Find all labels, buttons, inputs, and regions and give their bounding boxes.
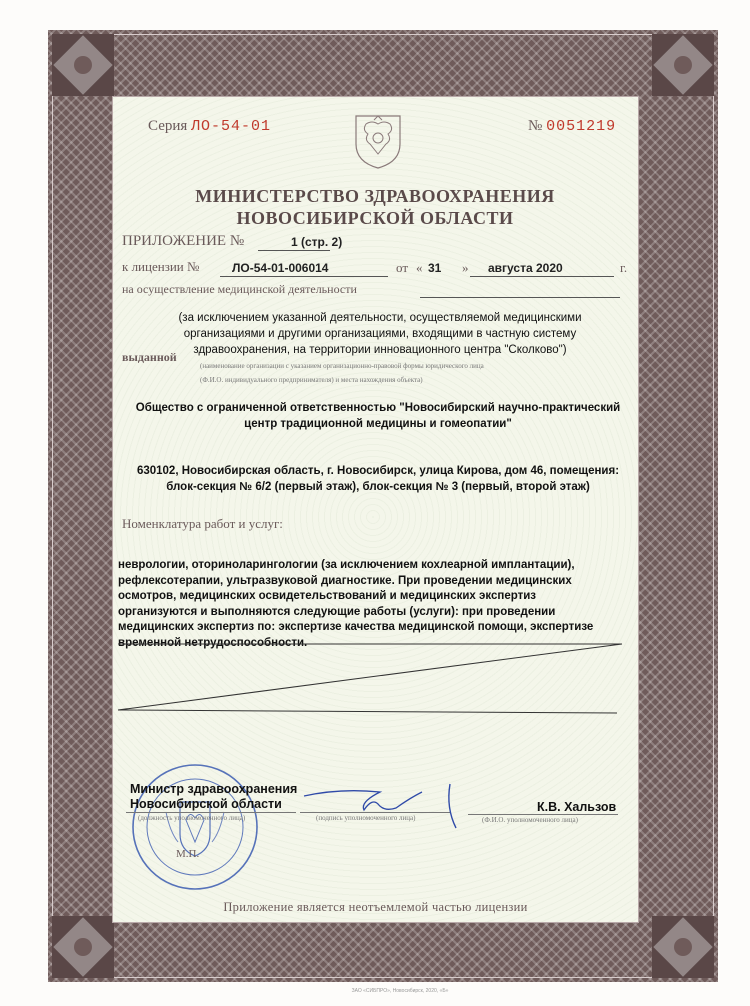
organization-line: центр традиционной медицины и гомеопатии" (244, 418, 512, 430)
address (118, 463, 638, 495)
license-number: ЛО-54-01-006014 (232, 261, 329, 275)
corner-ornament-top-right (652, 34, 714, 96)
nomenclature-line: осмотров, медицинских освидетельствований и медицинских экспертиз (118, 590, 537, 602)
signatory-position-line-2: Новосибирской области (130, 797, 282, 811)
footer-note: Приложение является неотъемлемой частью лицензии (223, 900, 528, 914)
nomenclature-label: Номенклатура работ и услуг: (122, 516, 283, 531)
license-month-year: августа 2020 (488, 261, 563, 275)
license-label: к лицензии № (122, 259, 200, 274)
license-year-suffix: г. (620, 260, 628, 275)
stamp-place-mark: М.П. (176, 848, 200, 860)
corner-ornament-bottom-right (652, 916, 714, 978)
nomenclature-text (118, 558, 624, 651)
nomenclature-line: медицинских экспертиз по: экспертизе качества медицинской помощи, экспертизе (118, 621, 594, 633)
issued-hint-2: (Ф.И.О. индивидуального предпринимателя) и места нахождения объекта) (200, 376, 423, 384)
form-number (528, 118, 616, 135)
nomenclature-line: организуются и выполняются следующие работы (услуги): при проведении (118, 605, 556, 618)
ministry-title (150, 185, 600, 229)
organization-name (118, 400, 638, 432)
hint-position: (должность уполномоченного лица) (138, 814, 246, 822)
license-date-underline (470, 276, 614, 277)
name-underline (468, 814, 618, 815)
signatory-position (130, 782, 297, 812)
nomenclature-line: неврологии, оториноларингологии (за исключением кохлеарной имплантации), (118, 559, 575, 571)
signature-icon (300, 778, 470, 834)
address-line: блок-секция № 6/2 (первый этаж), блок-секция № 3 (первый, второй этаж) (166, 481, 590, 493)
license-day: 31 (428, 261, 442, 275)
series-value: ЛО-54-01 (191, 118, 272, 135)
signatory-position-line-1: Министр здравоохранения (130, 782, 298, 796)
corner-ornament-bottom-left (52, 916, 114, 978)
license-quote-open: « (416, 260, 423, 275)
blank-space-z-line (112, 640, 639, 720)
hint-signature: (подпись уполномоченного лица) (316, 814, 416, 822)
activity-label: на осуществление медицинской деятельности (122, 282, 357, 296)
activity-exclusion (150, 310, 610, 358)
exclusion-line: организациями и другими организациями, входящими в частную систему (183, 328, 577, 340)
appendix-value: 1 (стр. 2) (291, 235, 343, 249)
corner-ornament-top-left (52, 34, 114, 96)
issued-label: выданной (122, 350, 177, 364)
appendix-label: ПРИЛОЖЕНИЕ № (122, 233, 245, 249)
position-underline (126, 812, 296, 813)
issued-hint-1: (наименование организации с указанием организационно-правовой формы юридического лица (200, 362, 484, 370)
license-quote-close: » (462, 260, 469, 275)
signatory-name: К.В. Хальзов (537, 800, 617, 814)
number-label: № (528, 118, 543, 134)
organization-line: Общество с ограниченной ответственностью "Новосибирский научно-практический (135, 402, 621, 414)
nomenclature-line: временной нетрудоспособности. (118, 636, 308, 649)
appendix-underline (258, 250, 330, 251)
nomenclature-line: рефлексотерапии, ультразвуковой диагностике. При проведении медицинских (118, 574, 572, 587)
exclusion-line: (за исключением указанной деятельности, осуществляемой медицинскими (178, 312, 582, 324)
ministry-line-2: НОВОСИБИРСКОЙ ОБЛАСТИ (236, 208, 514, 228)
series (148, 118, 271, 135)
address-line: 630102, Новосибирская область, г. Новосибирск, улица Кирова, дом 46, помещения: (136, 465, 620, 477)
russian-coat-of-arms-icon (352, 110, 404, 170)
ministry-line-1: МИНИСТЕРСТВО ЗДРАВООХРАНЕНИЯ (195, 186, 555, 206)
license-number-underline (220, 276, 388, 277)
number-value: 0051219 (546, 118, 617, 135)
printer-imprint: ЗАО «СИБПРО», Новосибирск, 2020, «Б» (351, 988, 449, 994)
license-from-label: от (396, 260, 409, 275)
exclusion-line: здравоохранения, на территории инновационного центра "Сколково") (193, 344, 567, 356)
hint-name: (Ф.И.О. уполномоченного лица) (482, 816, 578, 824)
activity-underline (420, 297, 620, 298)
series-label: Серия (148, 118, 188, 134)
